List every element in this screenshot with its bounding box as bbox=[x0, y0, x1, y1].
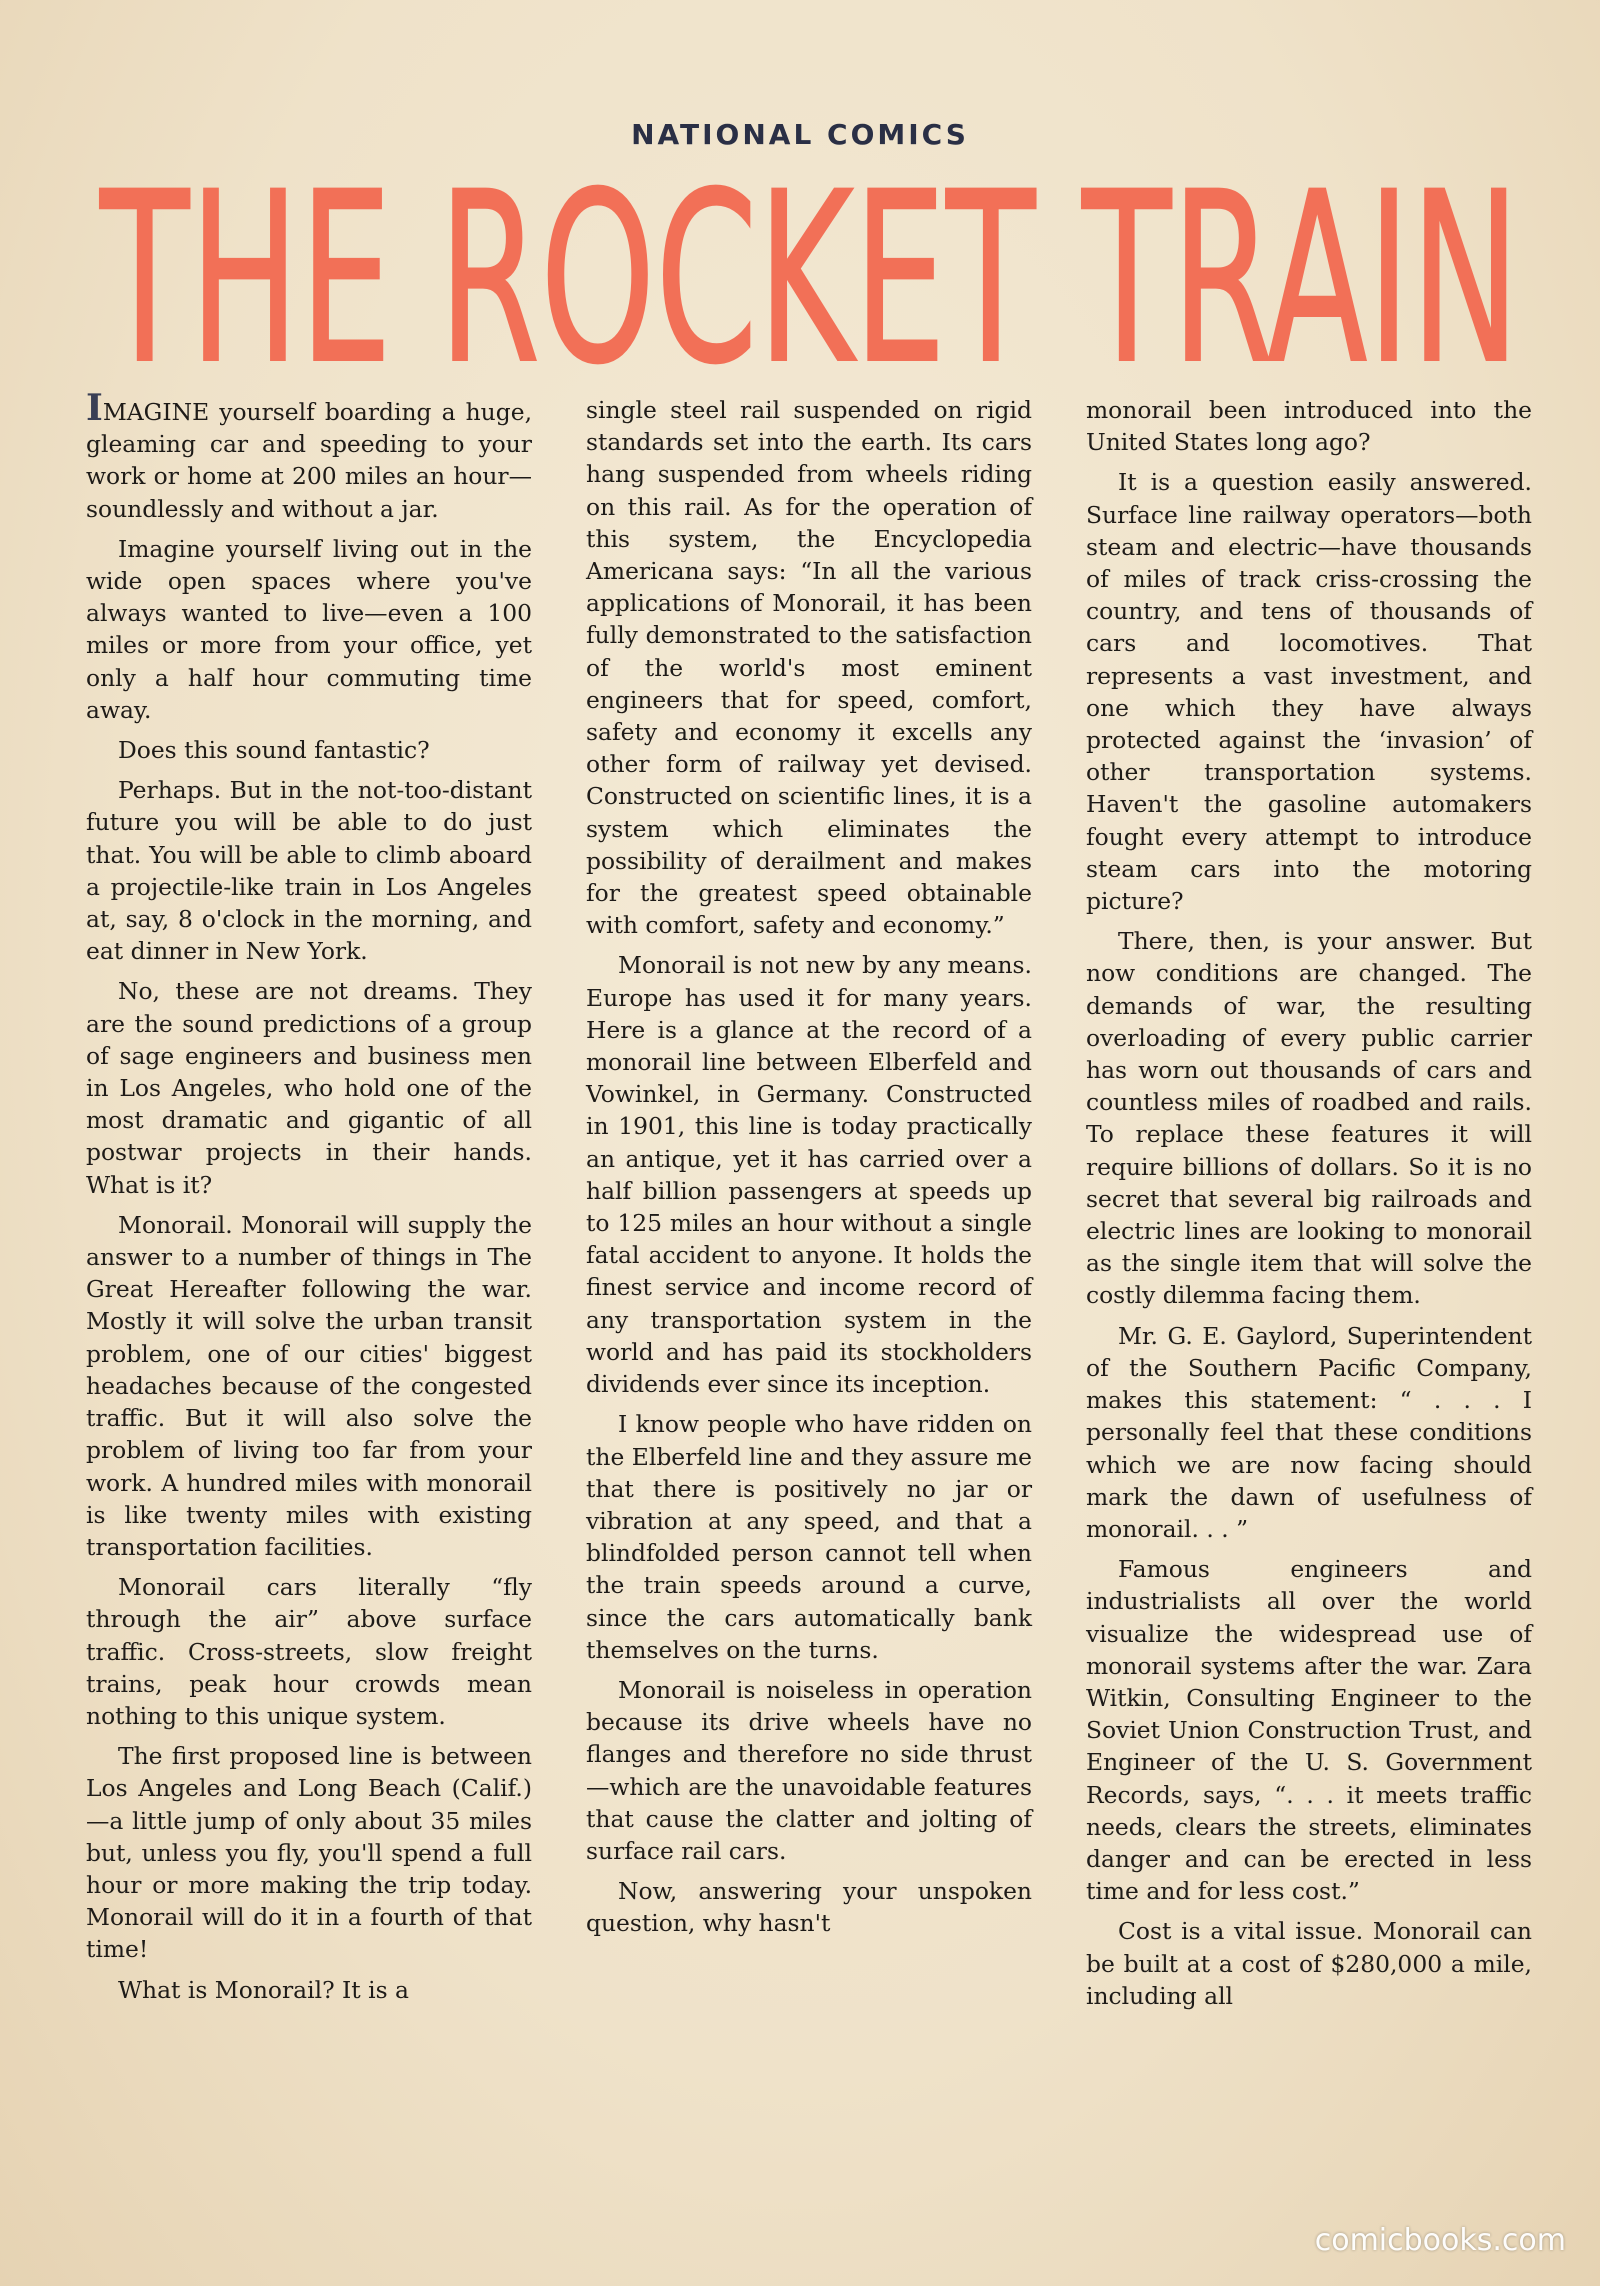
paragraph: There, then, is your answer. But now conditions are changed. The demands of war, the resulting overloading of every public carrier has worn out thousands of cars and countless miles of roadbed and rails. To replace these features it will require billions of dollars. So it is no secret that several big railroads and electric lines are looking to monorail as the single item that will solve the costly dilemma facing them. bbox=[1086, 927, 1532, 1310]
paragraph: Mr. G. E. Gaylord, Superintendent of the Southern Pacific Company, makes this statement: “ . . . I personally feel that these conditions which we are now facing should mark the dawn of usefulness of monorail. . . ” bbox=[1086, 1321, 1532, 1543]
paragraph: Now, answering your unspoken question, why hasn't bbox=[586, 1877, 1032, 1938]
paragraph: What is Monorail? It is a bbox=[118, 1975, 409, 2004]
article-title bbox=[95, 160, 1525, 390]
paragraph: It is a question easily answered. Surface line railway operators—both steam and electric—have thousands of miles of track criss-crossing the country, and tens of thousands of cars and locomotives. That represents a vast investment, and one which they have always protected against the ‘invasion’ of other transportation systems. Haven't the gasoline automakers fought every attempt to introduce steam cars into the motoring picture? bbox=[1086, 468, 1532, 916]
column-1 bbox=[86, 387, 532, 2020]
paragraph-text: MAGINE yourself boarding a huge, gleaming car and speeding to your work or home at 200 miles an hour—soundlessly and without a jar. bbox=[86, 398, 532, 523]
paragraph: Monorail cars literally “fly through the air” above surface traffic. Cross-streets, slow freight trains, peak hour crowds mean nothing to this unique system. bbox=[86, 1573, 532, 1730]
column-3 bbox=[1086, 394, 1532, 2020]
paragraph: single steel rail suspended on rigid standards set into the earth. Its cars hang suspended from wheels riding on this rail. As for the operation of this system, the Encyclopedia Americana says: “In all the various applications of Monorail, it has been fully demonstrated to the satisfaction of the world's most eminent engineers that for speed, comfort, safety and economy it excells any other form of railway yet devised. Constructed on scientific lines, it is a system which eliminates the possibility of derailment and makes for the greatest speed obtainable with comfort, safety and economy.” bbox=[586, 396, 1032, 940]
paragraph: The first proposed line is between Los Angeles and Long Beach (Calif.)—a little jump of only about 35 miles but, unless you fly, you'll spend a full hour or more making the trip today. Monorail will do it in a fourth of that time! bbox=[86, 1742, 532, 1964]
paragraph bbox=[86, 387, 532, 525]
paragraph: Monorail. Monorail will supply the answer to a number of things in The Great Hereafter following the war. Mostly it will solve the urban transit problem, one of our cities' biggest headaches because of the congested traffic. But it will also solve the problem of living too far from your work. A hundred miles with monorail is like twenty miles with existing transportation facilities. bbox=[86, 1210, 532, 1561]
paragraph: Imagine yourself living out in the wide open spaces where you've always wanted to live—even a 100 miles or more from your office, yet only a half hour commuting time away. bbox=[86, 534, 532, 724]
paragraph: Famous engineers and industrialists all over the world visualize the widespread use of monorail systems after the war. Zara Witkin, Consulting Engineer to the Soviet Union Construction Trust, and Engineer of the U. S. Government Records, says, “. . . it meets traffic needs, clears the streets, eliminates danger and can be erected in less time and for less cost.” bbox=[1086, 1555, 1532, 1906]
paragraph: No, these are not dreams. They are the sound predictions of a group of sage engineers and business men in Los Angeles, who hold one of the most dramatic and gigantic of all postwar projects in their hands. What is it? bbox=[86, 977, 532, 1199]
paragraph: I know people who have ridden on the Elberfeld line and they assure me that there is positively no jar or vibration at any speed, and that a blindfolded person cannot tell when the train speeds around a curve, since the cars automatically bank themselves on the turns. bbox=[586, 1410, 1032, 1664]
title-lettering bbox=[95, 160, 1525, 390]
column-2 bbox=[586, 394, 1032, 2020]
article-body bbox=[86, 387, 1532, 2020]
watermark: comicbooks.com bbox=[1314, 2223, 1566, 2258]
paragraph: Cost is a vital issue. Monorail can be built at a cost of $280,000 a mile, including all bbox=[1086, 1917, 1532, 2010]
paragraph: Does this sound fantastic? bbox=[118, 736, 430, 765]
drop-cap: I bbox=[86, 387, 103, 429]
publication-header: NATIONAL COMICS bbox=[631, 118, 969, 151]
paragraph: monorail been introduced into the United States long ago? bbox=[1086, 396, 1532, 457]
paragraph: Monorail is noiseless in operation because its drive wheels have no flanges and therefore no side thrust—which are the unavoidable features that cause the clatter and jolting of surface rail cars. bbox=[586, 1675, 1032, 1865]
paragraph: Monorail is not new by any means. Europe has used it for many years. Here is a glance at the record of a monorail line between Elberfeld and Vowinkel, in Germany. Constructed in 1901, this line is today practically an antique, yet it has carried over a half billion passengers at speeds up to 125 miles an hour without a single fatal accident to anyone. It holds the finest service and income record of any transportation system in the world and has paid its stockholders dividends ever since its inception. bbox=[586, 951, 1032, 1399]
paragraph: Perhaps. But in the not-too-distant future you will be able to do just that. You will be able to climb aboard a projectile-like train in Los Angeles at, say, 8 o'clock in the morning, and eat dinner in New York. bbox=[86, 776, 532, 966]
title-text: THE ROCKET TRAIN bbox=[99, 160, 1520, 390]
